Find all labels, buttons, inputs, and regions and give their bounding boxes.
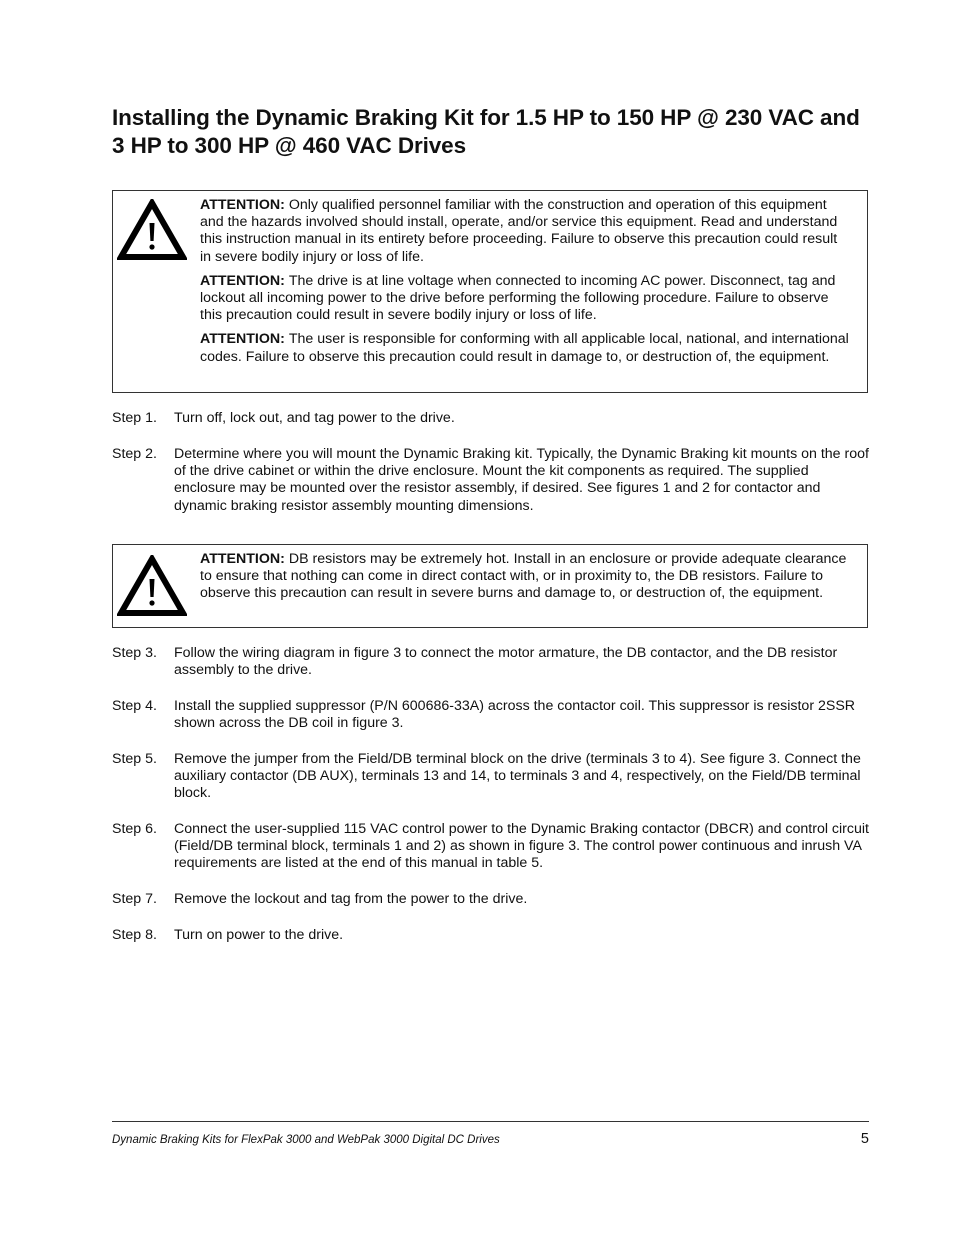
step-number: Step 2. (112, 446, 157, 462)
warning-triangle-icon (117, 555, 187, 617)
step-number: Step 3. (112, 645, 157, 661)
page-title: Installing the Dynamic Braking Kit for 1.5 HP to 150 HP @ 230 VAC and 3 HP to 300 HP @ 460 VAC Drives (112, 105, 860, 158)
footer-divider (112, 1121, 869, 1122)
step-text: Determine where you will mount the Dynamic Braking kit. Typically, the Dynamic Braking kit mounts on the roof of the drive cabinet or within the drive enclosure. Mount the kit components as required. The supplied enclosure may be mounted over the resistor assembly, if desired. See figures 1 and 2 for contactor and dynamic braking resistor assembly mounting dimensions. (174, 446, 869, 514)
step-item (112, 821, 872, 873)
step-item (112, 698, 872, 732)
step-item (112, 927, 872, 944)
step-item (112, 446, 872, 515)
step-number: Step 5. (112, 751, 157, 767)
step-item (112, 891, 872, 908)
attention-messages (200, 197, 850, 373)
attention-label: ATTENTION: (200, 197, 285, 213)
step-item (112, 410, 872, 427)
step-text: Follow the wiring diagram in figure 3 to connect the motor armature, the DB contactor, and the DB resistor assembly to the drive. (174, 645, 838, 679)
attention-box (112, 190, 868, 393)
attention-label: ATTENTION: (200, 551, 285, 567)
step-text: Turn on power to the drive. (174, 927, 344, 943)
attention-label: ATTENTION: (200, 331, 285, 348)
step-number: Step 8. (112, 927, 157, 943)
step-text: Remove the lockout and tag from the power to the drive. (174, 891, 528, 907)
step-number: Step 7. (112, 891, 157, 907)
step-number: Step 4. (112, 698, 157, 714)
attention-text: DB resistors may be extremely hot. Install in an enclosure or provide adequate clearance to ensure that nothing can come in direct contact with, or in proximity to, the DB resistors. Failure to observe this precaution can result in severe burns and damage to, or destruction of, the equipment. (200, 551, 847, 602)
step-text: Install the supplied suppressor (P/N 600686-33A) across the contactor coil. This suppressor is resistor 2SSR shown across the DB coil in figure 3. (174, 698, 856, 732)
attention-messages (200, 551, 850, 610)
step-number: Step 6. (112, 821, 157, 837)
footer-title: Dynamic Braking Kits for FlexPak 3000 and WebPak 3000 Digital DC Drives (112, 1134, 500, 1146)
attention-text: Only qualified personnel familiar with the construction and operation of this equipment and the hazards involved should install, operate, and/or service this equipment. Read and understand this instruction manual in its entirety before proceeding. Failure to observe this precaution could result in severe bodily injury or loss of life. (200, 197, 838, 265)
step-item (112, 645, 872, 679)
step-item (112, 751, 872, 803)
attention-message (200, 331, 850, 365)
step-text: Connect the user-supplied 115 VAC control power to the Dynamic Braking contactor (DBCR) and control circuit (Field/DB terminal block, terminals 1 and 2) as shown in figure 3. The control power continuous and inrush VA requirements are listed at the end of this manual in table 5. (174, 821, 869, 872)
step-number: Step 1. (112, 410, 157, 426)
attention-message (200, 551, 850, 603)
attention-message (200, 197, 850, 266)
step-text: Turn off, lock out, and tag power to the drive. (174, 410, 455, 426)
attention-box (112, 544, 868, 628)
page-number: 5 (860, 1131, 869, 1147)
warning-triangle-icon (117, 199, 187, 261)
attention-label: ATTENTION: (200, 272, 285, 289)
attention-text: The drive is at line voltage when connected to incoming AC power. Disconnect, tag and lockout all incoming power to the drive before performing the following procedure. Failure to observe this precaution could result in severe bodily injury or loss of life. (200, 272, 836, 324)
attention-text: The user is responsible for conforming with all applicable local, national, and international codes. Failure to observe this precaution could result in damage to, or destruction of, the equipment. (200, 331, 849, 365)
step-text: Remove the jumper from the Field/DB terminal block on the drive (terminals 3 to 4). See figure 3. Connect the auxiliary contactor (DB AUX), terminals 13 and 14, to terminals 3 and 4, respectively, on the Field/DB terminal block. (174, 751, 861, 802)
attention-message (200, 273, 850, 325)
